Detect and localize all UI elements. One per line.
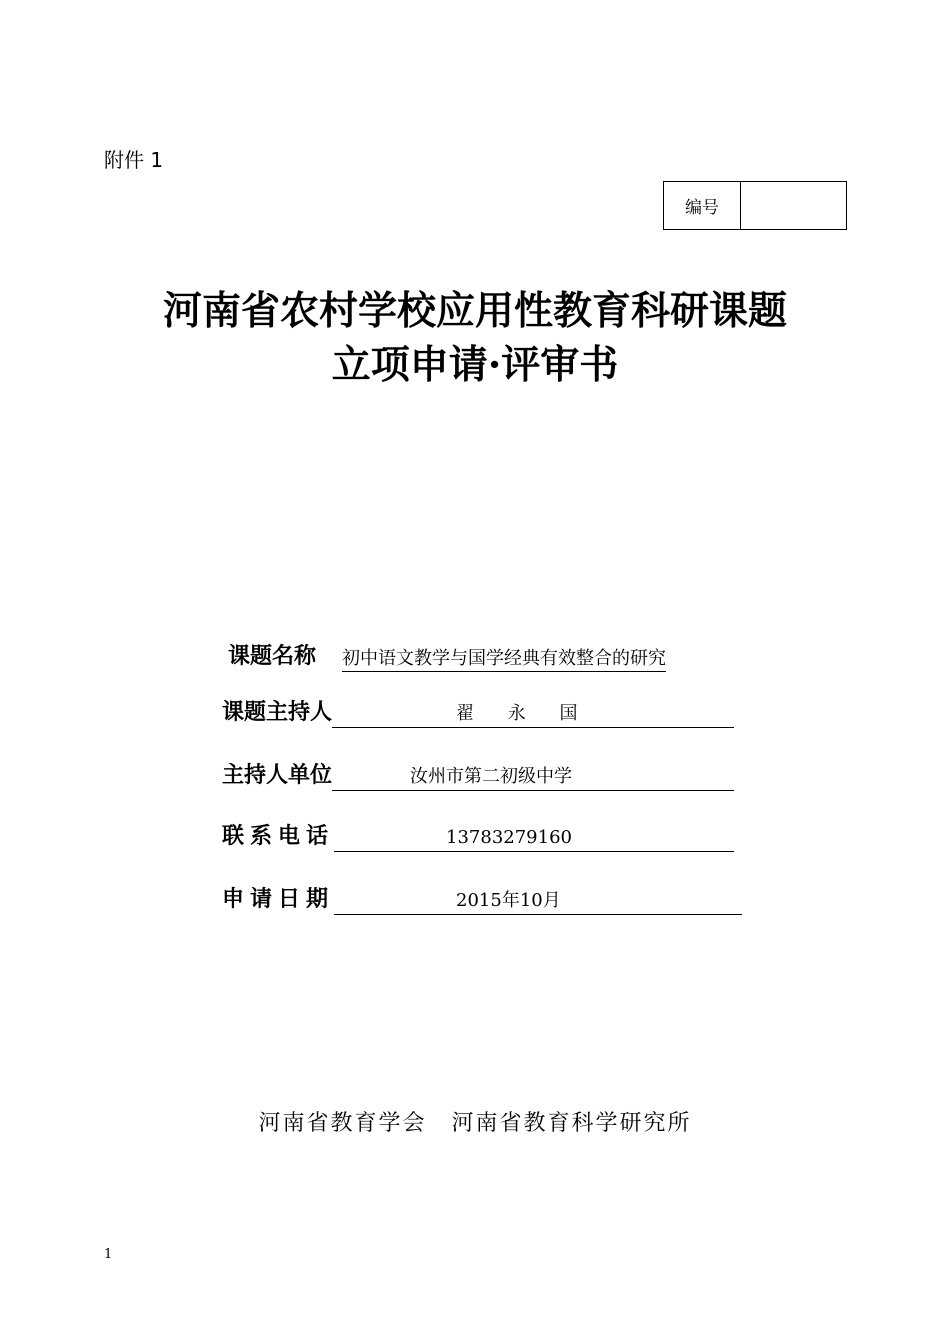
host-unit-label: 主持人单位 (222, 763, 333, 788)
host-value: 翟 永 国 (456, 703, 592, 724)
phone-label: 联系电话 (222, 824, 335, 849)
topic-name-label: 课题名称 (228, 644, 317, 669)
serial-number-box (663, 181, 847, 230)
host-unit-field (222, 757, 734, 791)
page-number: 1 (104, 1247, 113, 1262)
apply-date-value: 2015年10月 (456, 890, 561, 911)
host-unit-value: 汝州市第二初级中学 (410, 766, 573, 787)
document-title: 河南省农村学校应用性教育科研课题 (162, 288, 787, 334)
attachment-label: 附件 1 (104, 148, 164, 172)
serial-number-label: 编号 (664, 182, 741, 229)
document-subtitle: 立项申请·评审书 (331, 342, 619, 388)
apply-date-underline (334, 886, 742, 915)
topic-name-field (228, 638, 666, 672)
topic-name-value: 初中语文教学与国学经典有效整合的研究 (342, 647, 666, 672)
apply-date-label: 申请日期 (222, 887, 335, 912)
issuing-organizations: 河南省教育学会 河南省教育科学研究所 (258, 1111, 692, 1136)
apply-date-field (222, 881, 742, 915)
phone-value: 13783279160 (446, 827, 572, 848)
serial-number-value (741, 182, 846, 229)
host-unit-underline (332, 762, 734, 791)
host-field (222, 694, 734, 728)
phone-field (222, 818, 734, 852)
host-underline (332, 699, 734, 728)
host-label: 课题主持人 (222, 700, 333, 725)
phone-underline (334, 823, 734, 852)
